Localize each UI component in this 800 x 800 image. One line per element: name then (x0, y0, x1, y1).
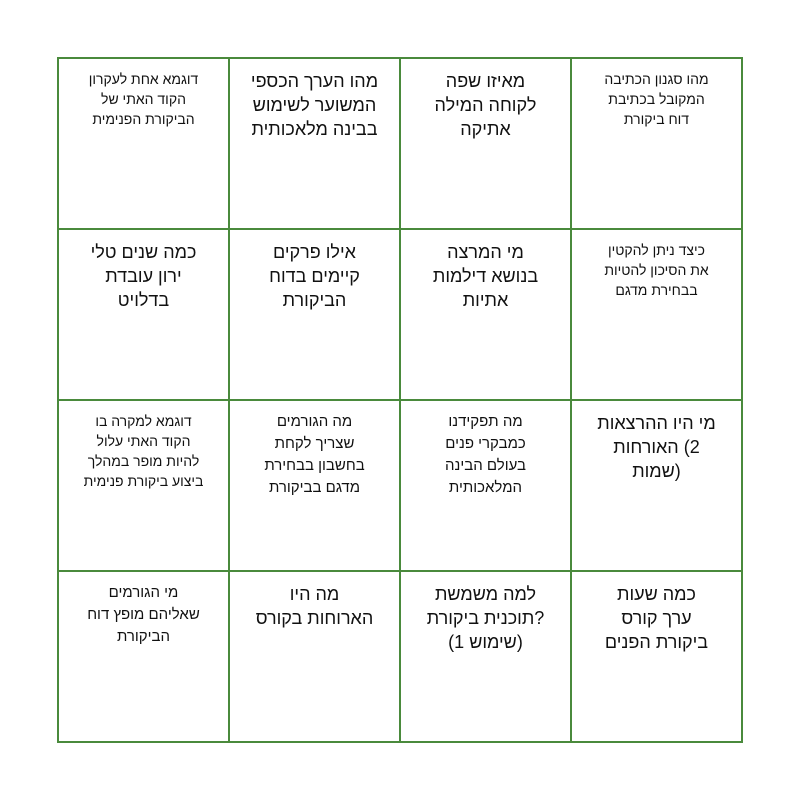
bingo-cell[interactable] (58, 400, 229, 571)
bingo-cell[interactable] (571, 400, 742, 571)
bingo-cell[interactable] (229, 400, 400, 571)
bingo-cell[interactable] (571, 58, 742, 229)
cell-text: כמה שעות ערך קורס ביקורת הפנים (604, 584, 709, 652)
bingo-cell[interactable] (400, 58, 571, 229)
bingo-cell[interactable] (571, 571, 742, 742)
cell-text: מה היו הארוחות בקורס (255, 584, 374, 628)
bingo-cell[interactable] (58, 58, 229, 229)
cell-text: מהו הערך הכספי המשוער לשימוש בבינה מלאכותית (250, 71, 379, 139)
bingo-cell[interactable] (229, 571, 400, 742)
cell-text: מה תפקידנו כמבקרי פנים בעולם הבינה המלאכותית (444, 413, 526, 496)
bingo-cell[interactable] (400, 400, 571, 571)
bingo-cell[interactable] (400, 229, 571, 400)
cell-text: מי המרצה בנושא דילמות אתיות (432, 242, 539, 310)
bingo-cell[interactable] (229, 58, 400, 229)
cell-text: מאיזו שפה לקוחה המילה אתיקה (434, 71, 537, 139)
bingo-board (57, 57, 743, 743)
bingo-cell[interactable] (58, 571, 229, 742)
bingo-cell[interactable] (58, 229, 229, 400)
cell-text: אילו פרקים קיימים בדוח הביקורת (269, 242, 360, 310)
cell-text: מהו סגנון הכתיבה המקובל בכתיבת דוח ביקורת (604, 71, 709, 127)
cell-text: דוגמא למקרה בו הקוד האתי עלול להיות מופר במהלך ביצוע ביקורת פנימית (83, 413, 204, 489)
bingo-cell[interactable] (229, 229, 400, 400)
cell-text: מי היו ההרצאות 2) האורחות (שמות (597, 413, 716, 481)
cell-text: מה הגורמים שצריך לקחת בחשבון בבחירת מדגם בביקורת (264, 413, 365, 496)
cell-text: כיצד ניתן להקטין את הסיכון להטיות בבחירת מדגם (604, 242, 709, 298)
bingo-cell[interactable] (400, 571, 571, 742)
bingo-cell[interactable] (571, 229, 742, 400)
cell-text: דוגמא אחת לעקרון הקוד האתי של הביקורת הפנימית (88, 71, 199, 127)
cell-text: למה משמשת ?תוכנית ביקורת (שימוש 1) (426, 584, 545, 652)
cell-text: כמה שנים טלי ירון עובדת בדלויט (90, 242, 197, 310)
cell-text: מי הגורמים שאליהם מופץ דוח הביקורת (87, 584, 200, 645)
